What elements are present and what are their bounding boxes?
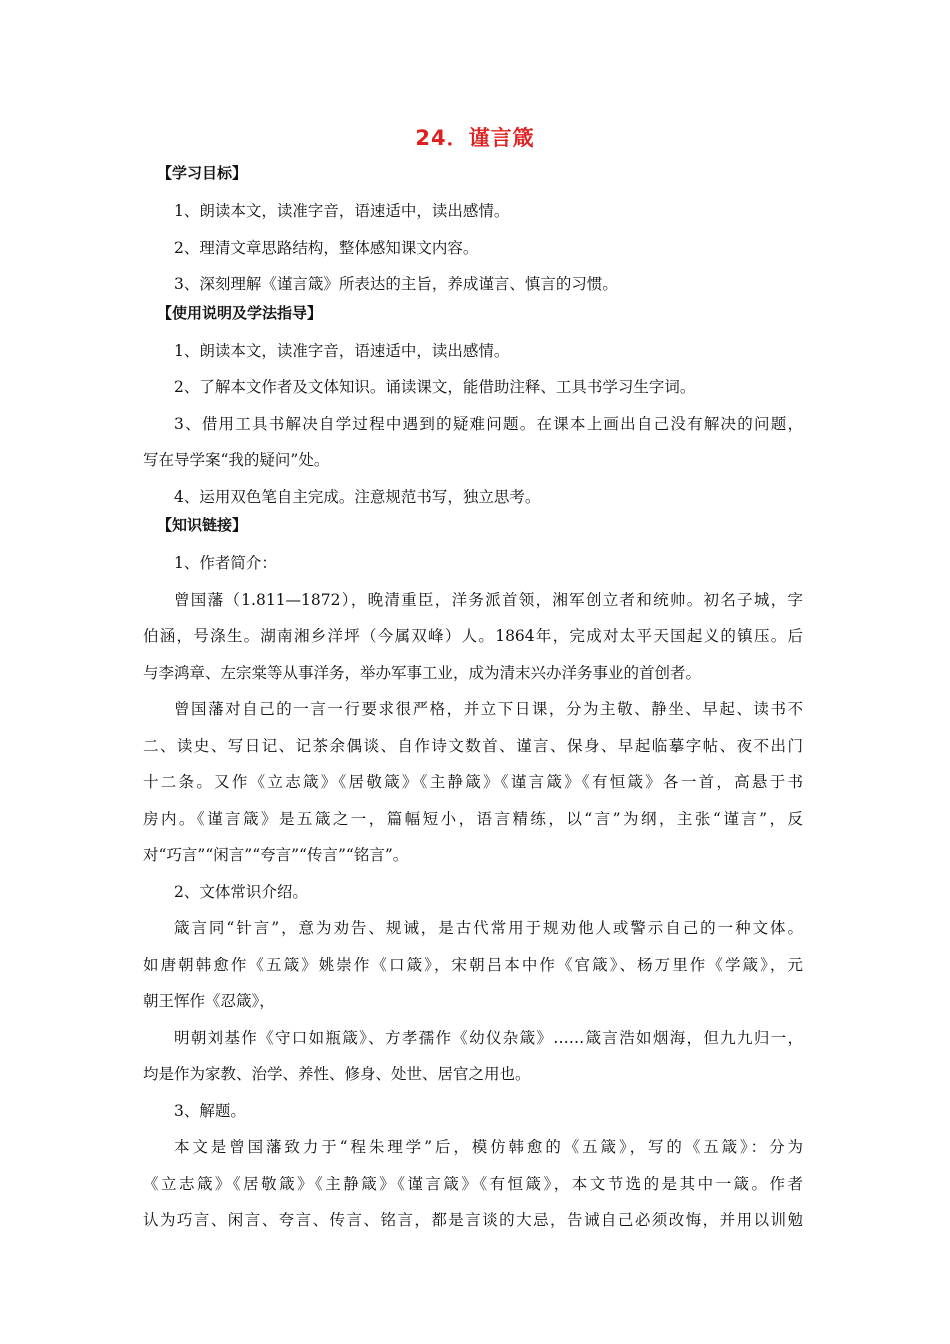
paragraph-line: 曾国藩（1.811—1872），晚清重臣，洋务派首领，湘军创立者和统帅。初名子城，字: [174, 590, 803, 609]
guide-item: 2、了解本文作者及文体知识。诵读课文，能借助注释、工具书学习生字词。: [174, 378, 696, 396]
section-heading-usage-guide: 【使用说明及学法指导】: [157, 303, 323, 322]
paragraph-line: 如唐朝韩愈作《五箴》姚崇作《口箴》，宋朝吕本中作《官箴》、杨万里作《学箴》，元: [143, 955, 803, 974]
paragraph-line: 认为巧言、闲言、夸言、传言、铭言，都是言谈的大忌，告诫自己必须改悔，并用以训勉: [143, 1211, 803, 1229]
paragraph-line: 伯涵，号涤生。湖南湘乡洋坪（今属双峰）人。1864年，完成对太平天国起义的镇压。后: [143, 627, 803, 645]
knowledge-subheading: 2、文体常识介绍。: [174, 882, 308, 901]
goal-item: 3、深刻理解《谨言箴》所表达的主旨，养成谨言、慎言的习惯。: [174, 275, 618, 293]
paragraph-line: 房内。《谨言箴》是五箴之一，篇幅短小，语言精练，以“言”为纲，主张“谨言”，反: [143, 809, 803, 828]
section-heading-learning-goals: 【学习目标】: [157, 164, 248, 182]
paragraph-line: 对“巧言”“闲言”“夸言”“传言”“铭言”。: [143, 846, 409, 864]
paragraph-line: 二、读史、写日记、记茶余偶谈、自作诗文数首、谨言、保身、早起临摹字帖、夜不出门: [143, 736, 803, 755]
section-heading-knowledge-links: 【知识链接】: [157, 516, 248, 534]
paragraph-line: 十二条。又作《立志箴》《居敬箴》《主静箴》《谨言箴》《有恒箴》各一首，高悬于书: [143, 773, 803, 791]
paragraph-line: 与李鸿章、左宗棠等从事洋务，举办军事工业，成为清末兴办洋务事业的首创者。: [143, 663, 702, 682]
paragraph-line: 明朝刘基作《守口如瓶箴》、方孝孺作《幼仪杂箴》……箴言浩如烟海，但九九归一，: [174, 1028, 803, 1047]
paragraph-line: 《立志箴》《居敬箴》《主静箴》《谨言箴》《有恒箴》，本文节选的是其中一箴。作者: [143, 1174, 803, 1193]
paragraph-line: 朝王恽作《忍箴》，: [143, 992, 275, 1010]
guide-item-continuation: 写在导学案“我的疑问”处。: [143, 451, 330, 469]
paragraph-line: 均是作为家教、治学、养性、修身、处世、居官之用也。: [143, 1065, 531, 1083]
paragraph-line: 曾国藩对自己的一言一行要求很严格，并立下日课，分为主敬、静坐、早起、读书不: [174, 700, 803, 718]
guide-item: 1、朗读本文，读准字音，语速适中，读出感情。: [174, 341, 510, 360]
guide-item: 4、运用双色笔自主完成。注意规范书写，独立思考。: [174, 487, 541, 506]
paragraph-line: 箴言同“针言”，意为劝告、规诫，是古代常用于规劝他人或警示自己的一种文体。: [174, 919, 803, 937]
knowledge-subheading: 1、作者简介：: [174, 554, 277, 572]
goal-item: 2、理清文章思路结构，整体感知课文内容。: [174, 238, 479, 257]
guide-item: 3、借用工具书解决自学过程中遇到的疑难问题。在课本上画出自己没有解决的问题，: [174, 414, 803, 433]
page-title: 24．谨言箴: [415, 126, 535, 150]
goal-item: 1、朗读本文，读准字音，语速适中，读出感情。: [174, 202, 510, 220]
document-body: [143, 163, 803, 1239]
paragraph-line: 本文是曾国藩致力于“程朱理学”后，模仿韩愈的《五箴》，写的《五箴》：分为: [174, 1138, 803, 1156]
knowledge-subheading: 3、解题。: [174, 1101, 246, 1120]
